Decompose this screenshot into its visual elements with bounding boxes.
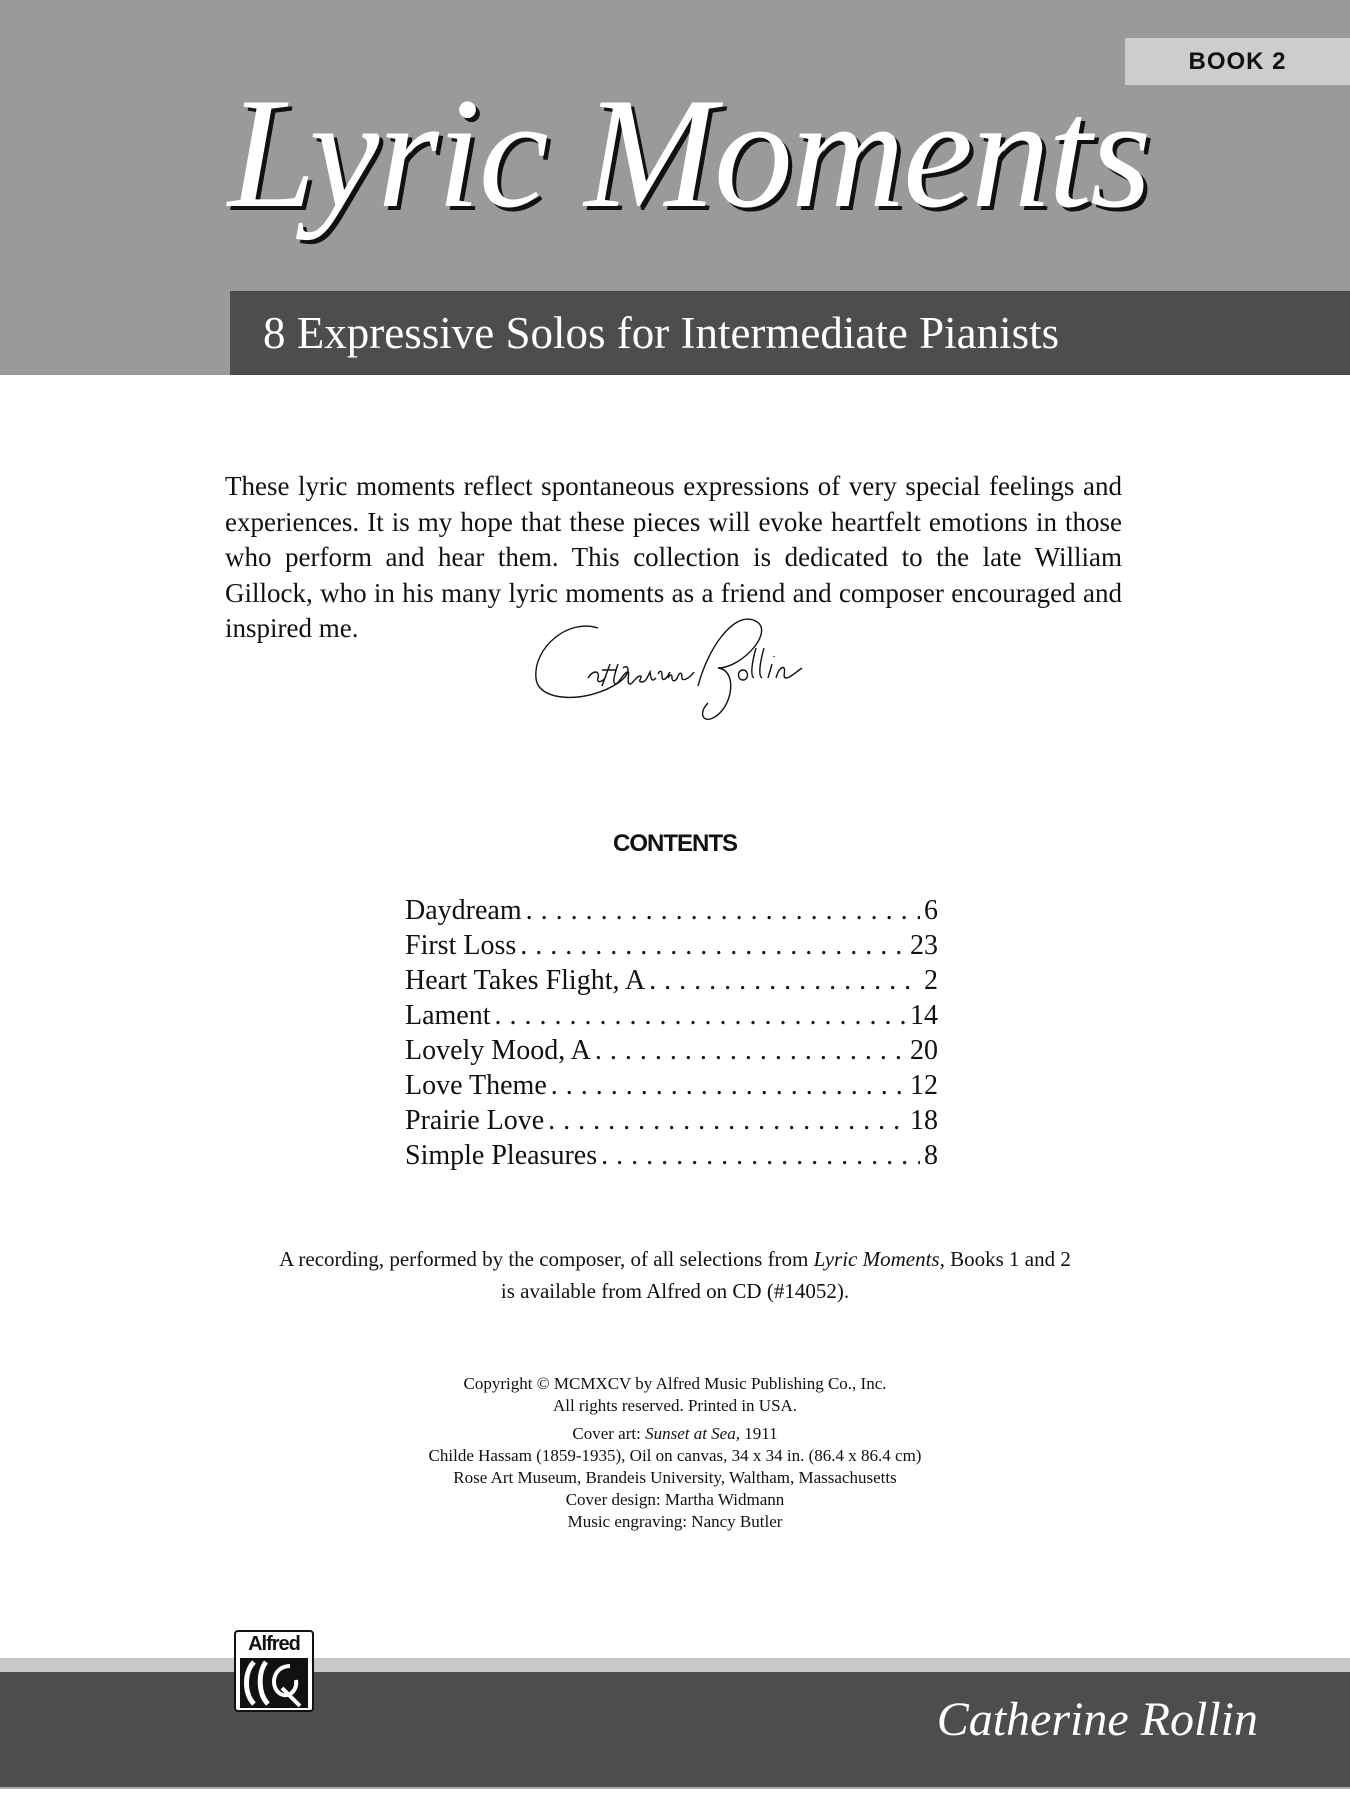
toc-item-title: Love Theme <box>405 1070 547 1101</box>
logo-text: Alfred <box>248 1633 300 1655</box>
toc-item-title: Simple Pleasures <box>405 1140 598 1171</box>
toc-item <box>405 1103 938 1138</box>
toc-item-page: 6 <box>924 895 938 926</box>
dot-leader <box>520 928 906 963</box>
signature-image <box>528 608 838 723</box>
footer-light-band <box>0 1658 1350 1672</box>
toc-item-title: Daydream <box>405 895 522 926</box>
alfred-logo <box>234 1630 314 1712</box>
dot-leader <box>601 1138 920 1173</box>
book-title: Lyric Moments <box>228 66 1150 241</box>
book-label: BOOK 2 <box>1125 38 1350 85</box>
recording-suffix: Books 1 and 2 <box>944 1247 1071 1271</box>
toc-item <box>405 963 938 998</box>
toc-item-page: 20 <box>910 1035 938 1066</box>
cover-art-year: 1911 <box>739 1424 778 1443</box>
toc-item <box>405 998 938 1033</box>
toc-item <box>405 1033 938 1068</box>
dot-leader <box>595 1033 906 1068</box>
copyright-line: Copyright © MCMXCV by Alfred Music Publishing Co., Inc. <box>463 1374 887 1393</box>
toc-item <box>405 893 938 928</box>
recording-title: Lyric Moments, <box>813 1247 945 1271</box>
toc-item-page: 14 <box>910 1000 938 1031</box>
subtitle-band <box>230 291 1350 375</box>
dot-leader <box>548 1103 906 1138</box>
alfred-emblem-icon <box>240 1658 308 1708</box>
toc-item-title: Heart Takes Flight, A <box>405 965 646 996</box>
museum-line: Rose Art Museum, Brandeis University, Waltham, Massachusetts <box>453 1468 897 1487</box>
dot-leader <box>495 998 906 1033</box>
dot-leader <box>526 893 920 928</box>
toc-item <box>405 1138 938 1173</box>
toc-item-title: Lovely Mood, A <box>405 1035 591 1066</box>
toc-item-page: 8 <box>924 1140 938 1171</box>
recording-note <box>0 1243 1350 1307</box>
toc-item <box>405 928 938 963</box>
rights-line: All rights reserved. Printed in USA. <box>552 1396 798 1415</box>
contents-heading: CONTENTS <box>613 830 737 857</box>
cover-art-prefix: Cover art: <box>572 1424 646 1443</box>
toc-item-page: 23 <box>910 930 938 961</box>
book-subtitle: 8 Expressive Solos for Intermediate Pianists <box>263 308 1060 358</box>
toc-item-title: Prairie Love <box>405 1105 545 1136</box>
toc-item-page: 18 <box>910 1105 938 1136</box>
recording-prefix: A recording, performed by the composer, of all selections from <box>279 1247 814 1271</box>
toc-item <box>405 1068 938 1103</box>
engraving-credit: Music engraving: Nancy Butler <box>567 1512 783 1531</box>
recording-line2: is available from Alfred on CD (#14052). <box>500 1279 850 1303</box>
toc-item-title: First Loss <box>405 930 517 961</box>
toc-item-title: Lament <box>405 1000 491 1031</box>
author-name: Catherine Rollin <box>936 1693 1258 1746</box>
intro-paragraph: These lyric moments reflect spontaneous expressions of very special feelings and experiences. It is my hope that these pieces will evoke heartfelt emotions in those who perform and hear them. This collection is dedicated to the late William Gillock, who in his many lyric moments as a friend and composer encouraged and inspired me. <box>225 471 1122 643</box>
dot-leader <box>649 963 920 998</box>
cover-art-title: Sunset at Sea, <box>645 1424 740 1443</box>
design-credit: Cover design: Martha Widmann <box>565 1490 785 1509</box>
header-band <box>0 0 1350 375</box>
toc-item-page: 12 <box>910 1070 938 1101</box>
table-of-contents <box>405 893 938 1173</box>
credits <box>0 1373 1350 1533</box>
artist-line: Childe Hassam (1859-1935), Oil on canvas, 34 x 34 in. (86.4 x 86.4 cm) <box>428 1446 922 1465</box>
toc-item-page: 2 <box>924 965 938 996</box>
dot-leader <box>551 1068 906 1103</box>
